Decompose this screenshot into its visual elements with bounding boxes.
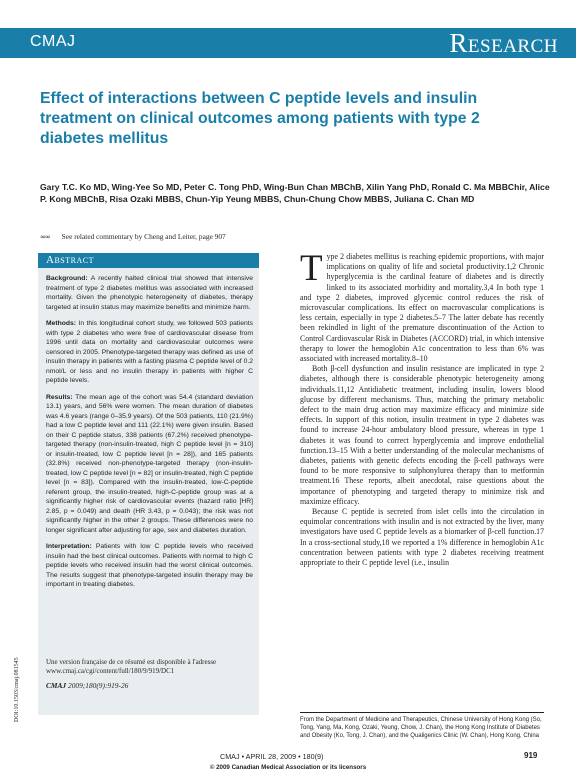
citation-journal: CMAJ <box>46 681 67 690</box>
body-paragraph-2: Both β-cell dysfunction and insulin resistance are implicated in type 2 diabetes, although there is considerable phenotypic heterogeneity among individuals.11,12 Antidiabetic treatment, including insulin, lowers blood glucose by different mechanisms. Thus, matching the primary metabolic defect to the main drug action may maximize efficacy and minimize side effects. In support of this notion, insulin treatment in type 2 diabetes was found to increase 24-hour ambulatory blood pressure, whereas in type 1 diabetes it was found to correct hyperglycemia and improve endothelial function.13–15 With a better understanding of the molecular mechanisms of diabetes, patients with genetic defects encoding the β-cell pathways were found to be more responsive to sulphonylurea therapy than to metformin treatment.16 These reports, albeit anecdotal, raise questions about the importance of phenotyping and targeted therapy to minimize risk and maximize efficacy. <box>300 364 544 506</box>
body-paragraph-3: Because C peptide is secreted from islet cells into the circulation in equimolar concentrations with insulin and is not extracted by the liver, many investigators have used C peptide levels as a biomarker of β-cell function.17 In a cross-sectional study,18 we reported a 1% difference in hemoglobin A1c concentration between patients with type 2 diabetes receiving treatment appropriate to their C peptide level (i.e., insulin <box>300 507 544 568</box>
abstract-interpretation <box>46 542 253 590</box>
running-footer: CMAJ • APRIL 28, 2009 • 180(9) <box>220 752 324 761</box>
author-list: Gary T.C. Ko MD, Wing-Yee So MD, Peter C. Tong PhD, Wing-Bun Chan MBChB, Xilin Yang PhD, Ronald C. Ma MBBChir, Alice P. Kong MBChB, Risa Ozaki MBBS, Chun-Yip Yeung MBBS, Chun-Chung Chow MBBS, Juliana C. Chan MD <box>40 182 550 205</box>
abstract-heading-bar <box>38 253 259 268</box>
abstract-methods-label: Methods: <box>46 320 76 327</box>
body-paragraph-1-text: ype 2 diabetes mellitus is reaching epidemic proportions, with major implications on quality of life and societal productivity.1,2 Chronic hyperglycemia is the cardinal feature of diabetes and is directly linked to its associated morbidity and mortality.3,4 In both type 1 and type 2 diabetes, improved glycemic control reduces the risk of microvascular complications. Its effect on macrovascular complications is less certain, especially in type 2 diabetes.5–7 The latter debate has recently been rekindled in light of the premature discontinuation of the Action to Control Cardiovascular Risk in Diabetes (ACCORD) trial, in which intensive therapy to lower the hemoglobin A1c concentration to less than 6% was associated with increased mortality.8–10 <box>300 252 544 364</box>
related-commentary-text: See related commentary by Cheng and Leiter, page 907 <box>61 232 226 241</box>
abstract-results <box>46 393 253 536</box>
affiliation-note: From the Department of Medicine and Therapeutics, Chinese University of Hong Kong (So, Tong, Yang, Ma, Kong, Ozaki, Yeung, Chow, J. Chan), the Hong Kong Institute of Diabetes and Obesity (Ko, Tong, J. Chan), and the Qualigenics Clinic (W. Chan), Hong Kong, China <box>300 717 542 740</box>
abstract-background-text: A recently halted clinical trial showed that intensive treatment of type 2 diabetes mellitus was associated with increased mortality. Given the phenotypic heterogeneity of diabetes, therapy targeted at insulin status may maximize benefits and minimize harm. <box>46 275 253 311</box>
abstract-background-label: Background: <box>46 275 88 282</box>
related-commentary-note[interactable] <box>40 232 440 241</box>
journal-logo: CMAJ <box>30 33 76 50</box>
abstract-results-label: Results: <box>46 393 73 401</box>
page-number: 919 <box>524 751 538 760</box>
abstract-methods <box>46 319 253 386</box>
citation <box>46 681 128 690</box>
article-title: Effect of interactions between C peptide levels and insulin treatment on clinical outcomes among patients with type 2 diabetes mellitus <box>40 90 480 147</box>
abstract-methods-text: In this longitudinal cohort study, we followed 503 patients with type 2 diabetes who were free of cardiovascular disease from 1996 until data on mortality and cardiovascular outcomes were censored in 2005. Phenotype-targeted therapy was defined as use of insulin therapy in patients with a fasting plasma C peptide level of 0.2 nmol/L or less and no insulin therapy in patients with higher C peptide levels. <box>46 320 253 384</box>
body-paragraph-1 <box>300 248 544 364</box>
abstract-interpretation-label: Interpretation: <box>46 543 92 550</box>
abstract-heading: Abstract <box>46 254 94 266</box>
link-icon: ∞∞ <box>40 232 50 241</box>
abstract-interpretation-text: Patients with low C peptide levels who received insulin had the best clinical outcomes. Patients with normal to high C peptide levels who received insulin had the worst clinical outcomes. The results suggest that phenotype-targeted insulin therapy may be important in treating diabetes. <box>46 543 253 588</box>
doi: DOI:10.1503/cmaj.081545 <box>14 657 20 722</box>
copyright-line: © 2009 Canadian Medical Association or its licensors <box>209 764 367 771</box>
abstract-background <box>46 274 253 312</box>
section-label: Research <box>449 28 558 58</box>
abstract-results-text: The mean age of the cohort was 54.4 (standard deviation 13.1) years, and 56% were women. The mean duration of diabetes was 4.6 years (range 0–35.9 years). Of the 503 patients, 110 (21.9%) had a low C peptide level and 111 (22.1%) were given insulin. Based on their C peptide status, 338 patients (67.2%) received phenotype-targeted therapy (non-insulin-treated, high C peptide level [n = 310] or insulin-treated, low C peptide level [n = 28]), and 165 patients (32.8%) received non-phenotype-targeted therapy (non-insulin-treated, low C peptide level [n = 82] or insulin-treated, high C peptide level [n = 83]). Compared with the insulin-treated, low-C-peptide referent group, the insulin-treated, high-C-peptide group was at a significantly higher risk of cardiovascular events (hazard ratio [HR] 2.85, p = 0.049) and death (HR 3.43, p = 0.043); the risk was not significantly higher in the other 2 groups. These differences were no longer significant after adjusting for age, sex and diabetes duration. <box>46 393 253 534</box>
affiliation-rule <box>300 712 544 713</box>
abstract-body <box>46 274 253 597</box>
citation-details: 2009;180(9):919-26 <box>68 681 129 690</box>
body-text-column <box>300 248 544 568</box>
drop-cap: T <box>300 248 323 289</box>
french-summary-note[interactable]: Une version française de ce résumé est disponible à l'adresse www.cmaj.ca/cgi/content/full/180/9/919/DC1 <box>46 658 217 675</box>
